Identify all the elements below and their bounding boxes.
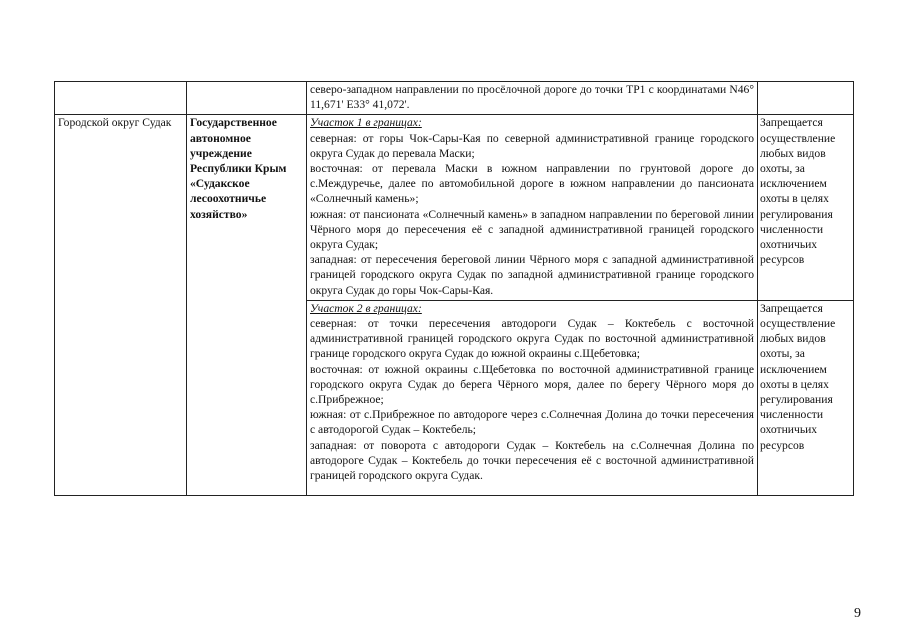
section-2-north: северная: от точки пересечения автодороги Судак – Коктебель с восточной административной границей городского округа Судак по восточной административной границе городского округа Судак до южной окраины с.Щебетовка; <box>310 317 754 361</box>
section-2-east: восточная: от южной окраины с.Щебетовка по восточной административной границе городского округа Судак до берега Чёрного моря, далее по берегу Чёрного моря до с.Прибрежное; <box>310 362 754 407</box>
section-2-restriction: Запрещается осуществление любых видов охоты, за исключением охоты в целях регулирования численности охотничьих ресурсов <box>758 300 854 495</box>
section-1-boundaries <box>307 115 758 300</box>
section-2-west: западная: от поворота с автодороги Судак – Коктебель на с.Солнечная Долина по автодороге Судак – Коктебель до точки пересечения её с восточной административной границей городского округа Судак. <box>310 438 754 483</box>
table-row-section-1 <box>55 115 854 300</box>
district-cell: Городской округ Судак <box>55 115 187 495</box>
page-number: 9 <box>854 606 861 621</box>
section-1-title: Участок 1 в границах: <box>310 116 422 130</box>
section-1-east: восточная: от перевала Маски в южном направлении по грунтовой дороге до с.Междуречье, далее по автомобильной дороге в южном направлении до пансионата «Солнечный камень»; <box>310 162 754 206</box>
table-row-continuation <box>55 82 854 115</box>
empty-cell <box>55 82 187 115</box>
section-1-south: южная: от пансионата «Солнечный камень» в западном направлении по береговой линии Чёрного моря до пересечения её с западной административной границей городского округа Судак; <box>310 207 754 252</box>
boundary-continuation-text: северо-западном направлении по просёлочной дороге до точки ТР1 с координатами N46° 11,671' E33° 41,072'. <box>307 82 758 115</box>
section-2-south: южная: от с.Прибрежное по автодороге через с.Солнечная Долина до точки пересечения с автодорогой Судак – Коктебель; <box>310 408 754 437</box>
section-1-north: северная: от горы Чок-Сары-Кая по северной административной границе городского округа Судак до перевала Маски; <box>310 131 754 160</box>
empty-cell <box>758 82 854 115</box>
empty-cell <box>187 82 307 115</box>
section-2-title: Участок 2 в границах: <box>310 301 422 315</box>
section-2-boundaries <box>307 300 758 495</box>
section-1-west: западная: от пересечения береговой линии Чёрного моря с западной административной границей городского округа Судак по западной административной границе городского округа Судак до горы Чок-Сары-Кая. <box>310 253 754 297</box>
organization-cell: Государственное автономное учреждение Республики Крым «Судакское лесоохотничье хозяйство» <box>187 115 307 495</box>
section-1-restriction: Запрещается осуществление любых видов охоты, за исключением охоты в целях регулирования численности охотничьих ресурсов <box>758 115 854 300</box>
hunting-grounds-table <box>54 81 854 496</box>
